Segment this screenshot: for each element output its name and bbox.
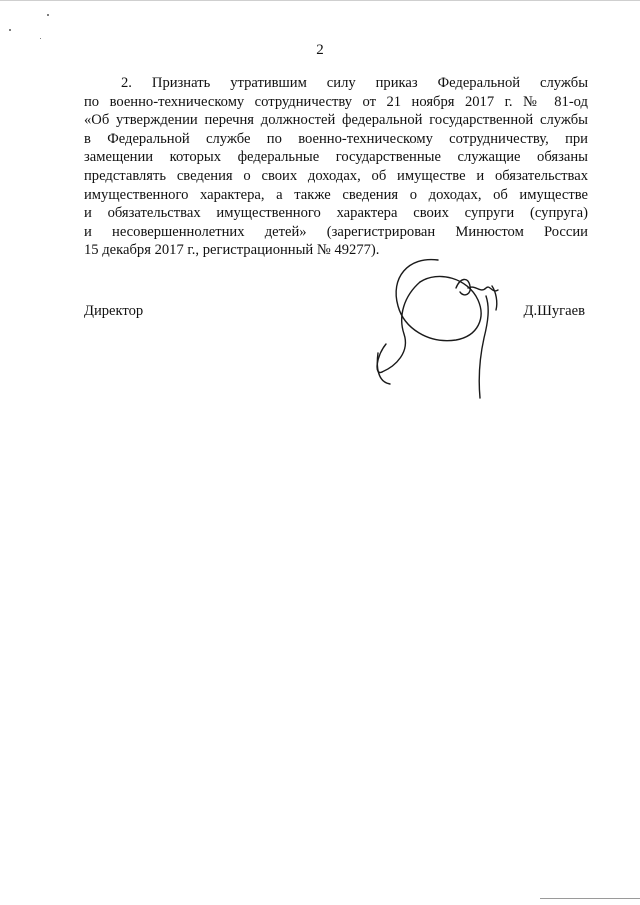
signatory-role: Директор bbox=[84, 303, 144, 319]
paragraph-item-2 bbox=[84, 74, 588, 260]
paragraph-line: 15 декабря 2017 г., регистрационный № 49277). bbox=[84, 242, 380, 259]
paragraph-line: и несовершеннолетних детей» (зарегистрирован Минюстом России bbox=[84, 223, 588, 240]
scan-bottom-edge bbox=[540, 898, 640, 899]
page-number: 2 bbox=[316, 42, 324, 58]
paragraph-line: 2. Признать утратившим силу приказ Федеральной службы bbox=[121, 75, 588, 91]
scan-speck bbox=[47, 14, 49, 16]
paragraph-line: по военно-техническому сотрудничеству от 21 ноября 2017 г. № 81-од bbox=[84, 93, 588, 110]
paragraph-line: и обязательствах имущественного характера своих супруги (супруга) bbox=[84, 205, 588, 222]
signatory-name: Д.Шугаев bbox=[523, 303, 585, 319]
paragraph-line: «Об утверждении перечня должностей федеральной государственной службы bbox=[84, 112, 588, 129]
scan-speck bbox=[40, 38, 41, 39]
signature-strokes bbox=[377, 260, 498, 398]
paragraph-line: в Федеральной службе по военно-техническому сотрудничеству, при bbox=[84, 130, 588, 147]
paragraph-line: замещении которых федеральные государственные служащие обязаны bbox=[84, 149, 588, 166]
scan-top-edge bbox=[0, 0, 640, 1]
scan-speck bbox=[9, 29, 11, 31]
handwritten-signature bbox=[368, 248, 518, 400]
paragraph-line: имущественного характера, а также сведения о доходах, об имуществе bbox=[84, 186, 588, 203]
paragraph-line: представлять сведения о своих доходах, об имуществе и обязательствах bbox=[84, 167, 588, 184]
